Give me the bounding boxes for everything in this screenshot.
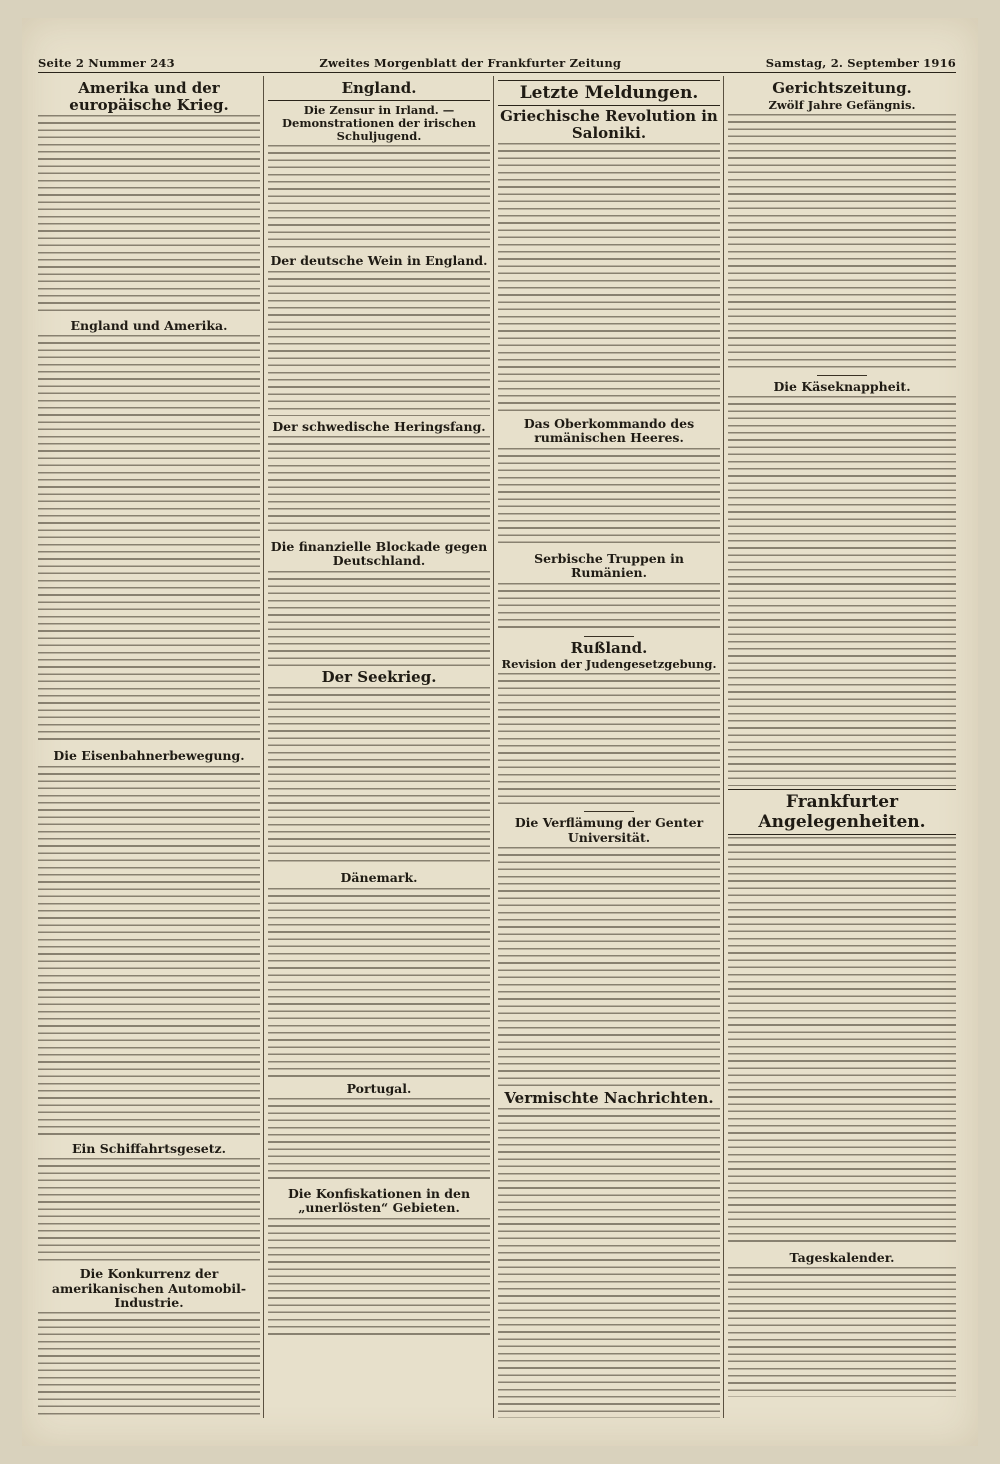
article-body — [38, 1158, 260, 1263]
masthead-rule — [38, 72, 956, 73]
heading-kaeseknappheit: Die Käseknappheit. — [773, 378, 911, 394]
heading-finanzielle-blockade: Die finanzielle Blockade gegen Deutschland. — [270, 538, 488, 569]
heading-schiffahrtsgesetz: Ein Schiffahrtsgesetz. — [72, 1140, 226, 1156]
article-body — [38, 1312, 260, 1418]
article-body — [728, 837, 956, 1247]
heading-serbische-truppen: Serbische Truppen in Rumänien. — [534, 550, 684, 581]
article-body — [38, 766, 260, 1138]
separator — [817, 375, 867, 376]
article-body — [268, 687, 490, 867]
article-body — [498, 1108, 720, 1418]
article-body — [38, 335, 260, 745]
headline-saloniki: Griechische Revolution in Saloniki. — [500, 107, 718, 142]
heading-konfiskationen: Die Konfiskationen in den „unerlösten“ Gebieten. — [287, 1185, 471, 1216]
heading-portugal: Portugal. — [346, 1080, 412, 1096]
column-3 — [498, 78, 720, 1418]
headline-letzte-meldungen: Letzte Meldungen. — [498, 80, 720, 106]
headline-frankfurter-angelegenheiten: Frankfurter Angelegenheiten. — [728, 789, 956, 835]
article-body — [498, 847, 720, 1087]
subheadline-zensur: Die Zensur in Irland. — Demonstrationen der irischen Schuljugend. — [282, 102, 476, 143]
headline-england: England. — [341, 79, 417, 97]
article-body — [268, 271, 490, 416]
column-1 — [38, 78, 260, 1418]
article-body — [38, 115, 260, 315]
article-body — [268, 145, 490, 250]
subheadline-judengesetzgebung: Revision der Judengesetzgebung. — [501, 657, 717, 671]
rule — [268, 100, 490, 101]
heading-tageskalender: Tageskalender. — [789, 1250, 895, 1266]
heading-automobil: Die Konkurrenz der amerikanischen Automobil-Industrie. — [51, 1266, 247, 1310]
heading-daenemark: Dänemark. — [340, 870, 418, 886]
masthead-page-number: Seite 2 Nummer 243 — [38, 56, 175, 70]
article-body — [268, 436, 490, 536]
heading-england-amerika: England und Amerika. — [70, 318, 228, 333]
article-body — [498, 448, 720, 548]
article-body — [498, 673, 720, 808]
column-2 — [268, 78, 490, 1418]
headline-vermischte-nachrichten: Vermischte Nachrichten. — [504, 1088, 714, 1107]
separator — [584, 636, 634, 637]
article-body — [268, 1218, 490, 1338]
column-divider — [723, 76, 724, 1418]
headline-seekrieg: Der Seekrieg. — [321, 667, 437, 686]
column-divider — [493, 76, 494, 1418]
masthead-title: Zweites Morgenblatt der Frankfurter Zeitung — [319, 56, 622, 70]
column-4 — [728, 78, 956, 1418]
heading-eisenbahner: Die Eisenbahnerbewegung. — [53, 748, 245, 764]
article-body — [498, 143, 720, 413]
masthead — [38, 52, 956, 70]
article-body — [728, 396, 956, 786]
headline-russland: Rußland. — [570, 638, 648, 657]
article-body — [498, 583, 720, 633]
masthead-date: Samstag, 2. September 1916 — [765, 56, 956, 70]
article-body — [268, 1098, 490, 1183]
article-body — [268, 888, 490, 1078]
heading-oberkommando: Das Oberkommando des rumänischen Heeres. — [523, 416, 695, 446]
heading-heringsfang: Der schwedische Heringsfang. — [272, 418, 486, 434]
headline-amerika: Amerika und der europäische Krieg. — [69, 79, 229, 114]
article-body — [728, 114, 956, 372]
article-body — [268, 571, 490, 666]
headline-gerichtszeitung: Gerichtszeitung. — [772, 79, 912, 97]
column-divider — [263, 76, 264, 1418]
calendar-body — [728, 1267, 956, 1397]
subheadline-gefaengnis: Zwölf Jahre Gefängnis. — [768, 97, 916, 112]
heading-genter-universitaet: Die Verflämung der Genter Universität. — [514, 815, 704, 845]
separator — [584, 811, 634, 812]
heading-deutscher-wein: Der deutsche Wein in England. — [270, 253, 488, 269]
